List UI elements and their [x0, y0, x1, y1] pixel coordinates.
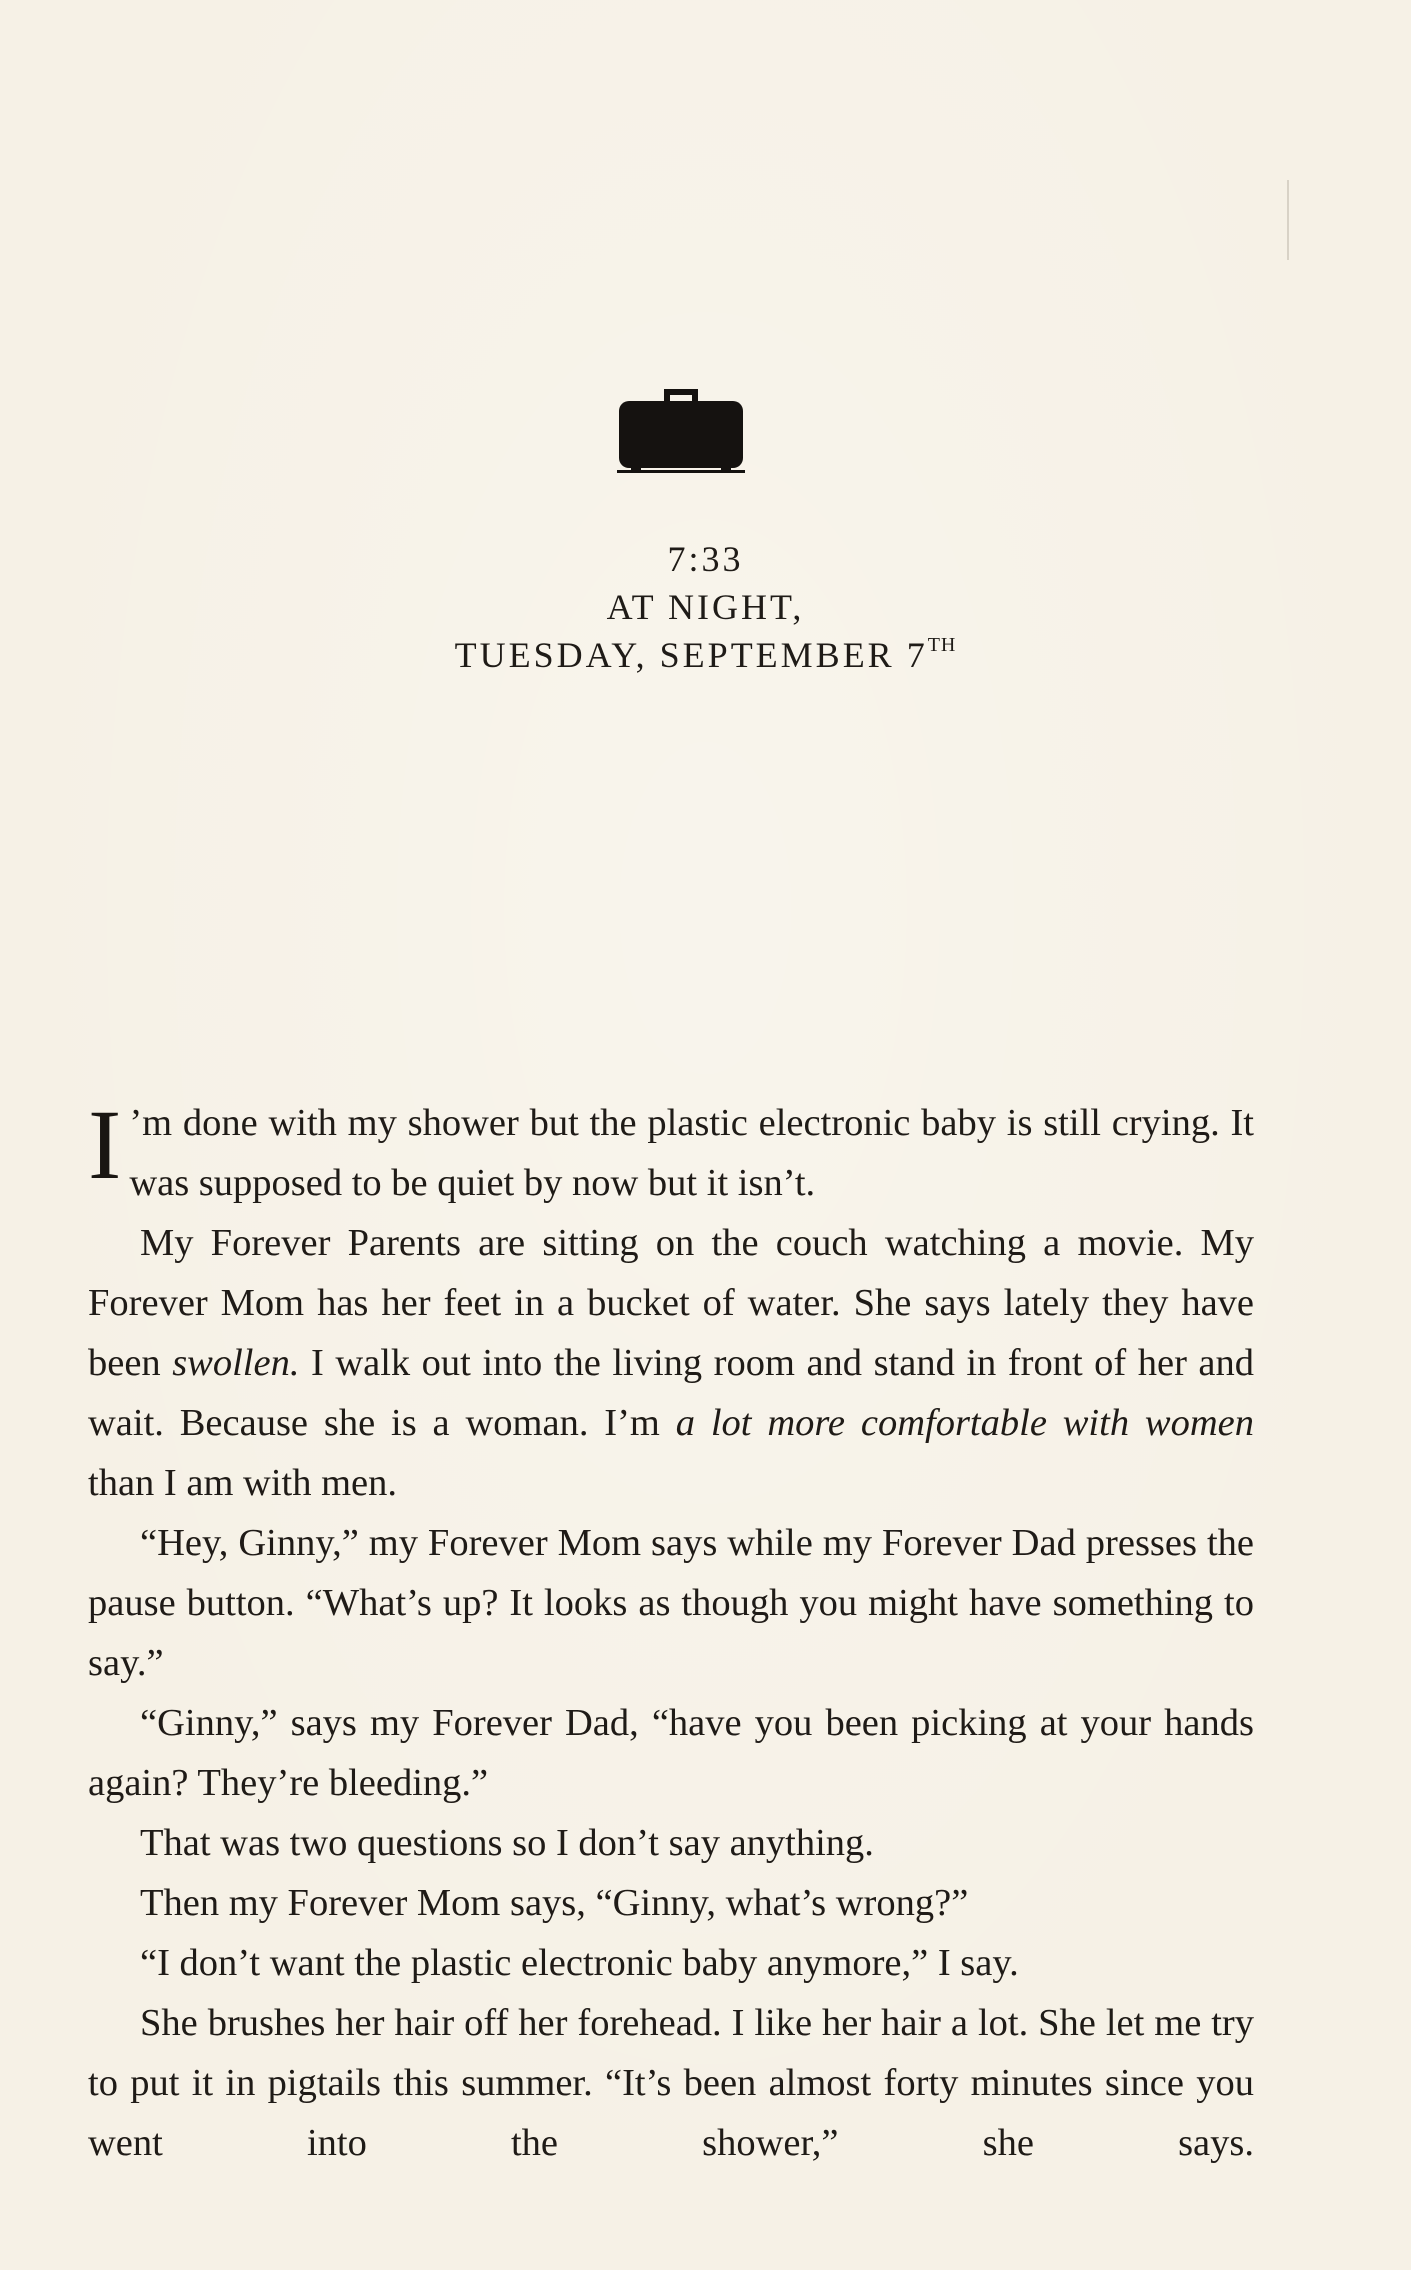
- paragraph-2-text-b: I walk out into the living room and stand in front of her and wait. Because she is a woman. I’m: [88, 1342, 1254, 1444]
- chapter-date-text: TUESDAY, SEPTEMBER 7: [454, 635, 928, 675]
- paragraph-7: “I don’t want the plastic electronic baby anymore,” I say.: [140, 1942, 1019, 1984]
- paragraph-2-text-c: than I am with men.: [88, 1462, 397, 1504]
- paragraph-2-emphasis-2: a lot more comfortable with women: [675, 1402, 1254, 1444]
- paragraph-8: She brushes her hair off her forehead. I like her hair a lot. She let me try to put it in pigtails this summer. “It’s been almost forty minutes since you went into the shower,” she says.: [88, 2002, 1254, 2164]
- paragraph-5: That was two questions so I don’t say anything.: [140, 1822, 874, 1864]
- paragraph-1-text: ’m done with my shower but the plastic electronic baby is still crying. It was supposed to be quiet by now but it isn’t.: [129, 1102, 1254, 1204]
- page-edge-mark: [1287, 180, 1289, 260]
- paragraph-2-emphasis-1: swollen.: [172, 1342, 300, 1384]
- suitcase-icon: [617, 386, 745, 482]
- drop-cap: I: [88, 1089, 122, 1200]
- chapter-date-suffix: TH: [927, 634, 957, 656]
- paragraph-3: “Hey, Ginny,” my Forever Mom says while my Forever Dad presses the pause button. “What’s up? It looks as though you might have something to say.”: [88, 1522, 1254, 1684]
- chapter-time-of-day: AT NIGHT,: [606, 587, 805, 627]
- paragraph-2: [88, 1213, 1254, 1513]
- paragraph-4: “Ginny,” says my Forever Dad, “have you been picking at your hands again? They’re bleeding.”: [88, 1702, 1254, 1804]
- paragraph-2-text-a: My Forever Parents are sitting on the couch watching a movie. My Forever Mom has her feet in a bucket of water. She says lately they have been: [88, 1222, 1254, 1384]
- chapter-heading: [0, 535, 1411, 679]
- chapter-body: [88, 1089, 1254, 2173]
- chapter-date: [0, 631, 1411, 679]
- chapter-time: 7:33: [667, 539, 744, 579]
- paragraph-6: Then my Forever Mom says, “Ginny, what’s wrong?”: [140, 1882, 969, 1924]
- paragraph-1: [88, 1089, 1254, 1213]
